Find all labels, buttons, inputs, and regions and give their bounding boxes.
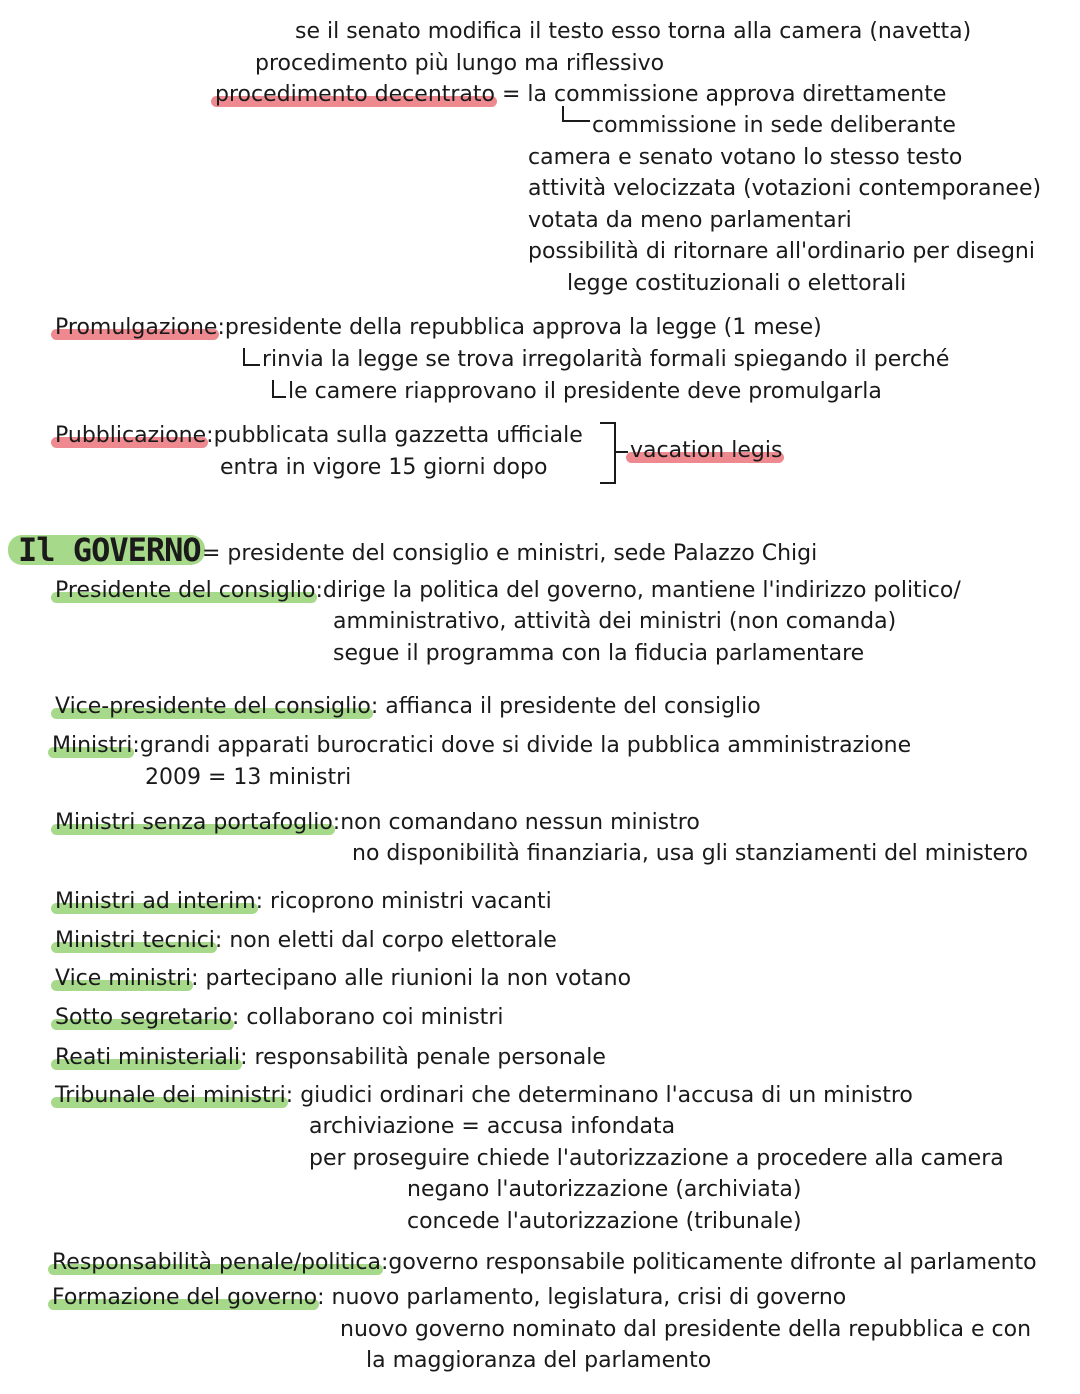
definition-text: :dirige la politica del governo, mantiene l'indirizzo politico/ xyxy=(315,578,961,603)
definition-text: : ricoprono ministri vacanti xyxy=(255,889,552,914)
line-governo-definition: = presidente del consiglio e ministri, sede Palazzo Chigi xyxy=(202,541,818,566)
bracket xyxy=(600,422,616,484)
term-vice-presidente: Vice-presidente del consiglio xyxy=(55,694,371,719)
line-ministri xyxy=(52,732,911,760)
definition-text: : partecipano alle riunioni la non votano xyxy=(191,966,632,991)
term-ministri-tecnici: Ministri tecnici xyxy=(55,928,215,953)
term-formazione-governo: Formazione del governo xyxy=(52,1285,318,1310)
term-responsabilita: Responsabilità penale/politica xyxy=(52,1250,381,1275)
title-governo: Il GOVERNO xyxy=(18,531,201,569)
definition-text: :grandi apparati burocratici dove si divide la pubblica amministrazione xyxy=(132,733,912,758)
term-tribunale-ministri: Tribunale dei ministri xyxy=(55,1083,286,1108)
line-maggioranza: la maggioranza del parlamento xyxy=(366,1348,712,1373)
line-commissione-deliberante: commissione in sede deliberante xyxy=(592,113,956,138)
line-promulgazione xyxy=(55,314,822,342)
sub-arrow xyxy=(562,106,590,122)
definition-text: : giudici ordinari che determinano l'accusa di un ministro xyxy=(285,1083,913,1108)
definition-text: : collaborano coi ministri xyxy=(231,1005,504,1030)
term-vacation-legis: vacation legis xyxy=(630,438,783,463)
line-stesso-testo: camera e senato votano lo stesso testo xyxy=(528,145,963,170)
definition-text: : affianca il presidente del consiglio xyxy=(370,694,761,719)
line-proseguire: per proseguire chiede l'autorizzazione a procedere alla camera xyxy=(309,1146,1004,1171)
line-costituzionali: legge costituzionali o elettorali xyxy=(567,271,907,296)
line-nuovo-governo: nuovo governo nominato dal presidente della repubblica e con xyxy=(340,1317,1032,1342)
term-pubblicazione: Pubblicazione xyxy=(55,423,207,448)
term-ministri-senza-portafoglio: Ministri senza portafoglio xyxy=(55,810,333,835)
section-title xyxy=(18,532,201,568)
definition-text: = la commissione approva direttamente xyxy=(495,82,947,107)
bracket-tick xyxy=(614,451,628,453)
line-riapprovano: le camere riapprovano il presidente deve promulgarla xyxy=(288,379,882,404)
line-archiviazione: archiviazione = accusa infondata xyxy=(309,1114,676,1139)
line-2009: 2009 = 13 ministri xyxy=(145,765,352,790)
line-reati-ministeriali xyxy=(55,1044,606,1072)
definition-text: : responsabilità penale personale xyxy=(240,1045,606,1070)
definition-text: :non comandano nessun ministro xyxy=(332,810,700,835)
line-procedimento-lungo: procedimento più lungo ma riflessivo xyxy=(255,51,665,76)
line-rinvia-legge: rinvia la legge se trova irregolarità formali spiegando il perché xyxy=(262,347,950,372)
line-navetta: se il senato modifica il testo esso torna alla camera (navetta) xyxy=(295,19,972,44)
definition-text: : nuovo parlamento, legislatura, crisi di governo xyxy=(317,1285,847,1310)
term-presidente-consiglio: Presidente del consiglio xyxy=(55,578,316,603)
line-programma: segue il programma con la fiducia parlamentare xyxy=(333,641,865,666)
line-procedimento-decentrato xyxy=(215,81,946,109)
line-sotto-segretario xyxy=(55,1004,503,1032)
line-ministri-ad-interim xyxy=(55,888,552,916)
line-vice-ministri xyxy=(55,965,631,993)
term-ministri: Ministri xyxy=(52,733,133,758)
definition-text: :pubblicata sulla gazzetta ufficiale xyxy=(206,423,583,448)
definition-text: : non eletti dal corpo elettorale xyxy=(214,928,557,953)
line-vacation-legis xyxy=(630,437,782,465)
term-vice-ministri: Vice ministri xyxy=(55,966,192,991)
definition-text: :governo responsabile politicamente difronte al parlamento xyxy=(380,1250,1037,1275)
line-ritornare-ordinario: possibilità di ritornare all'ordinario per disegni xyxy=(528,239,1035,264)
sub-arrow xyxy=(272,380,286,398)
line-meno-parlamentari: votata da meno parlamentari xyxy=(528,208,852,233)
line-ministri-senza-portafoglio xyxy=(55,809,700,837)
line-presidente-consiglio xyxy=(55,577,961,605)
line-formazione-governo xyxy=(52,1284,846,1312)
line-tribunale-ministri xyxy=(55,1082,913,1110)
line-disponibilita: no disponibilità finanziaria, usa gli stanziamenti del ministero xyxy=(352,841,1029,866)
line-entra-in-vigore: entra in vigore 15 giorni dopo xyxy=(220,455,548,480)
line-ministri-tecnici xyxy=(55,927,557,955)
term-promulgazione: Promulgazione xyxy=(55,315,218,340)
sub-arrow xyxy=(243,348,260,366)
term-procedimento-decentrato: procedimento decentrato xyxy=(215,82,495,107)
line-amministrativo: amministrativo, attività dei ministri (non comanda) xyxy=(333,609,897,634)
term-sotto-segretario: Sotto segretario xyxy=(55,1005,232,1030)
line-pubblicazione xyxy=(55,422,583,450)
line-vice-presidente xyxy=(55,693,761,721)
term-reati-ministeriali: Reati ministeriali xyxy=(55,1045,241,1070)
term-ministri-ad-interim: Ministri ad interim xyxy=(55,889,256,914)
line-responsabilita xyxy=(52,1249,1037,1277)
line-attivita-velocizzata: attività velocizzata (votazioni contemporanee) xyxy=(528,176,1042,201)
line-concede: concede l'autorizzazione (tribunale) xyxy=(407,1209,802,1234)
definition-text: :presidente della repubblica approva la legge (1 mese) xyxy=(217,315,822,340)
line-negano: negano l'autorizzazione (archiviata) xyxy=(407,1177,802,1202)
